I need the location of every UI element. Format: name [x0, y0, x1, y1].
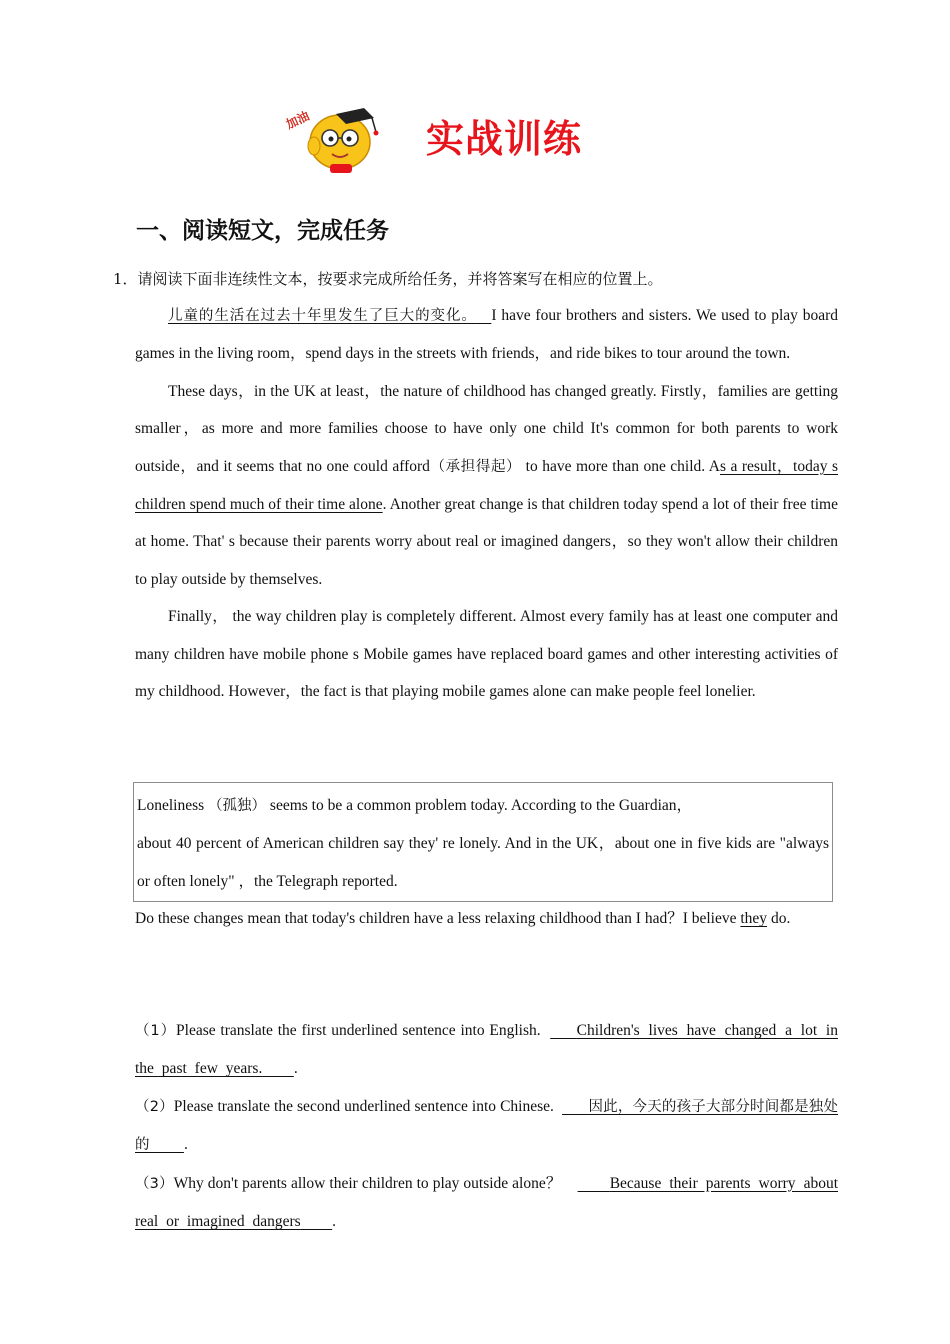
- answer-2-text: 因此，今天的孩子大部分时间都是独处的: [135, 1098, 838, 1154]
- conclusion: Do these changes mean that today's children have a less relaxing childhood than I had？I believe they do.: [135, 910, 791, 927]
- answer-1-text: Children's lives have changed a lot in the past few years.: [135, 1022, 838, 1078]
- paragraph-1-text: I have four brothers and sisters. We used to play board games in the living room，spend days in the streets with friends，and ride bikes to tour around the town.: [135, 307, 839, 363]
- question-instruction-text: 请阅读下面非连续性文本，按要求完成所给任务，并将答案写在相应的位置上。: [137, 270, 663, 288]
- answer-item-1: （1）Please translate the first underlined sentence into English. Children's lives have changed a lot in the past few years. .: [135, 1022, 838, 1078]
- answer-item-3: （3）Why don't parents allow their children to play outside alone？ Because their parents worry about real or imagined dangers .: [135, 1174, 839, 1231]
- paragraph-3: Finally， the way children play is completely different. Almost every family has at least one computer and many children have mobile phone s Mobile games have replaced board games and other interesting activities of my childhood. However，the fact is that playing mobile games alone can make people feel lonelier.: [135, 608, 838, 701]
- box-line-2: about 40 percent of American children say they' re lonely. And in the UK，about one in five kids are "always or often lonely" ，the Telegraph reported.: [137, 835, 829, 890]
- question-instruction: [113, 268, 663, 289]
- paragraph-2: These days，in the UK at least，the nature of childhood has changed greatly. Firstly，families are getting smaller，as more and more families choose to have only one child It's common for both parents to work outside，and it seems that no one could afford（承担得起） to have more than one child. As a result，today s children spend much of their time alone. Another great change is that children today spend a lot of their free time at home. That' s because their parents worry about real or imagined dangers，so they won't allow their children to play outside by themselves.: [135, 382, 838, 588]
- box-line-1: Loneliness （孤独） seems to be a common problem today. According to the Guardian，: [137, 797, 693, 814]
- paragraph-1: [135, 297, 838, 373]
- underlined-they: they: [740, 910, 768, 927]
- answer-3-text: Because their parents worry about real or imagined dangers: [135, 1174, 839, 1231]
- answers-section: [135, 1012, 838, 1240]
- gloss-loneliness: （孤独）: [208, 798, 267, 814]
- svg-text:加油: 加油: [284, 108, 312, 132]
- underlined-sentence-1: 儿童的生活在过去十年里发生了巨大的变化。: [168, 308, 477, 324]
- mascot-logo: [284, 100, 384, 174]
- section-heading: 一、阅读短文，完成任务: [136, 218, 389, 244]
- underlined-sentence-2: s a result，today s children spend much of their time alone: [135, 457, 838, 514]
- loneliness-box: [133, 782, 833, 902]
- gloss-afford: （承担得起）: [429, 458, 522, 475]
- question-number: 1．: [113, 270, 138, 288]
- answer-item-2: （2）Please translate the second underlined sentence into Chinese. 因此，今天的孩子大部分时间都是独处的 .: [135, 1097, 838, 1154]
- page-title: 实战训练: [426, 117, 583, 161]
- reading-passage: [135, 297, 838, 710]
